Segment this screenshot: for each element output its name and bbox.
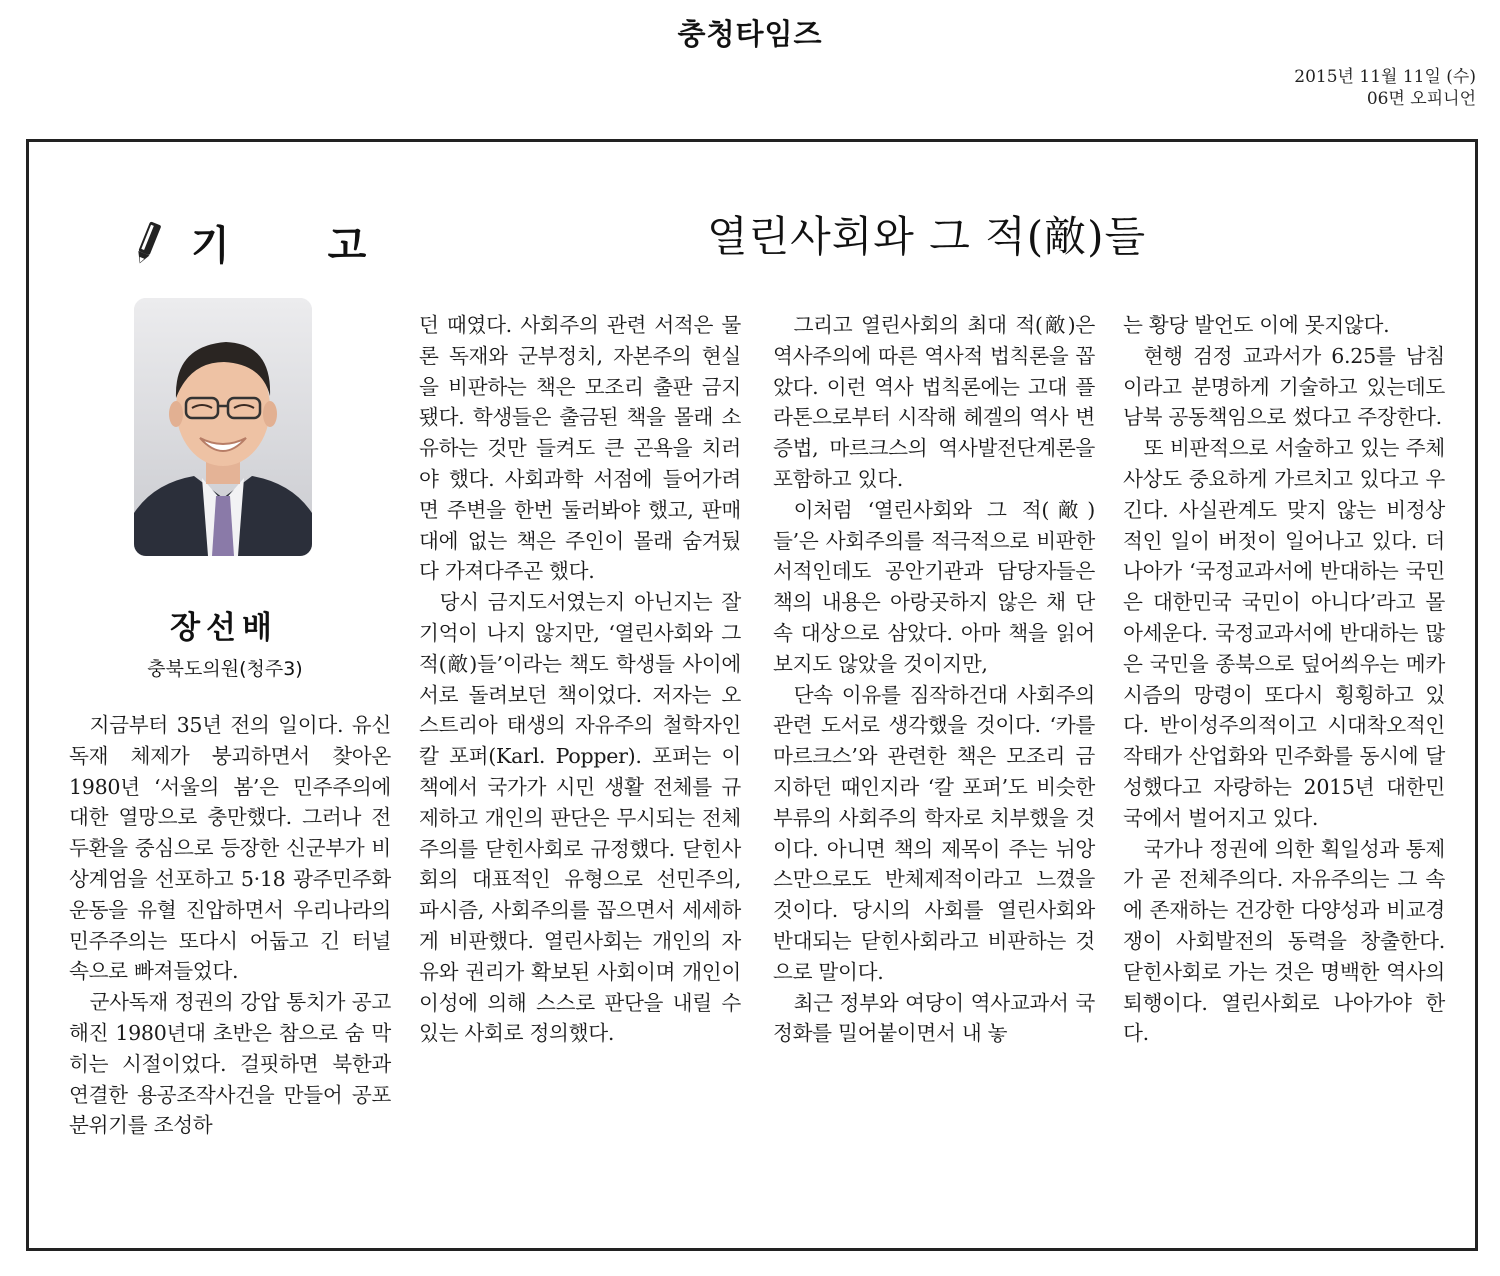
article-headline: 열린사회와 그 적(敵)들 [707,212,1147,261]
author-photo [134,298,312,556]
newspaper-masthead: 충청타임즈 [677,17,823,51]
paragraph: 국가나 정권에 의한 획일성과 통제가 곧 전체주의다. 자유주의는 그 속에 존재하는 건강한 다양성과 비교경쟁이 사회발전의 동력을 창출한다. 닫힌사회로 가는 것은 명백한 역사의 퇴행이다. 열린사회로 나아가야 한다. [1123,836,1445,1046]
article-column-4 [1123,310,1445,1049]
article-column-3 [773,310,1095,1049]
paragraph: 당시 금지도서였는지 아닌지는 잘 기억이 나지 않지만, ‘열린사회와 그 적(敵)들’이라는 책도 학생들 사이에 서로 돌려보던 책이었다. 저자는 오스트리아 태생의 자유주의 철학자인 칼 포퍼(Karl. Popper). 포퍼는 이 책에서 국가가 시민 생활 전체를 규제하고 개인의 판단은 무시되는 전체주의를 닫힌사회로 규정했다. 닫힌사회의 대표적인 유형으로 선민주의, 파시즘, 사회주의를 꼽으면서 세세하게 비판했다. 열린사회는 개인의 자유와 권리가 확보된 사회이며 개인이 이성에 의해 스스로 판단을 내릴 수 있는 사회로 정의했다. [419,590,741,1046]
paragraph: 단속 이유를 짐작하건대 사회주의 관련 도서로 생각했을 것이다. ‘카를 마르크스’와 관련한 책은 모조리 금지하던 때인지라 ‘칼 포퍼’도 비슷한 부류의 사회주의 학자로 치부했을 것이다. 아니면 책의 제목이 주는 뉘앙스만으로도 반체제적이라고 느꼈을 것이다. 당시의 사회를 열린사회와 반대되는 닫힌사회라고 비판하는 것으로 말이다. [773,682,1095,984]
column-label-text: 기 고 [191,223,409,269]
paragraph: 또 비판적으로 서술하고 있는 주체사상도 중요하게 가르치고 있다고 우긴다. 사실관계도 맞지 않는 비정상적인 일이 버젓이 일어나고 있다. 더 나아가 ‘국정교과서에 반대하는 국민은 대한민국 국민이 아니다’라고 몰아세운다. 국정교과서에 반대하는 많은 국민을 종북으로 덮어씌우는 메카시즘의 망령이 또다시 횡횡하고 있다. 반이성주의적이고 시대착오적인 작태가 산업화와 민주화를 동시에 달성했다고 자랑하는 2015년 대한민국에서 벌어지고 있다. [1123,436,1445,830]
paragraph: 지금부터 35년 전의 일이다. 유신독재 체제가 붕괴하면서 찾아온 1980년 ‘서울의 봄’은 민주주의에 대한 열망으로 충만했다. 그러나 전두환을 중심으로 등장한 신군부가 비상계엄을 선포하고 5·18 광주민주화운동을 유혈 진압하면서 우리나라의 민주주의는 또다시 어둡고 긴 터널 속으로 빠져들었다. [69,713,391,984]
author-name: 장선배 [170,610,278,646]
paragraph: 는 황당 발언도 이에 못지않다. [1123,313,1390,337]
paragraph: 현행 검정 교과서가 6.25를 남침이라고 분명하게 기술하고 있는데도 남북 공동책임으로 썼다고 주장한다. [1123,343,1445,430]
paragraph: 이처럼 ‘열린사회와 그 적(敵)들’은 사회주의를 적극적으로 비판한 서적인데도 공안기관과 담당자들은 책의 내용은 아랑곳하지 않은 채 단속 대상으로 삼았다. 아마 책을 읽어보지도 않았을 것이지만, [773,497,1095,676]
dateline [1294,66,1476,110]
paragraph: 군사독재 정권의 강압 통치가 공고해진 1980년대 초반은 참으로 숨 막히는 시절이었다. 걸핏하면 북한과 연결한 용공조작사건을 만들어 공포분위기를 조성하 [69,990,391,1138]
paragraph: 그리고 열린사회의 최대 적(敵)은 역사주의에 따른 역사적 법칙론을 꼽았다. 이런 역사 법칙론에는 고대 플라톤으로부터 시작해 헤겔의 역사 변증법, 마르크스의 역사발전단계론을 포함하고 있다. [773,313,1095,491]
paragraph: 던 때였다. 사회주의 관련 서적은 물론 독재와 군부정치, 자본주의 현실을 비판하는 책은 모조리 출판 금지됐다. 학생들은 출금된 책을 몰래 소유하는 것만 들켜도 큰 곤욕을 치러야 했다. 사회과학 서점에 들어가려면 주변을 한번 둘러봐야 했고, 판매대에 없는 책은 주인이 몰래 숨겨뒀다 가져다주곤 했다. [419,313,741,584]
publication-date: 2015년 11월 11일 (수) [1294,67,1476,87]
article-frame [26,139,1478,1251]
paragraph: 최근 정부와 여당이 역사교과서 국정화를 밀어붙이면서 내 놓 [773,990,1095,1046]
article-column-1 [69,710,391,1141]
author-portrait [134,298,312,556]
author-title: 충북도의원(청주3) [147,658,303,680]
pencil-icon [131,218,165,268]
article-column-2 [419,310,741,1049]
column-label [131,214,408,271]
page-section: 06면 오피니언 [1366,89,1476,109]
